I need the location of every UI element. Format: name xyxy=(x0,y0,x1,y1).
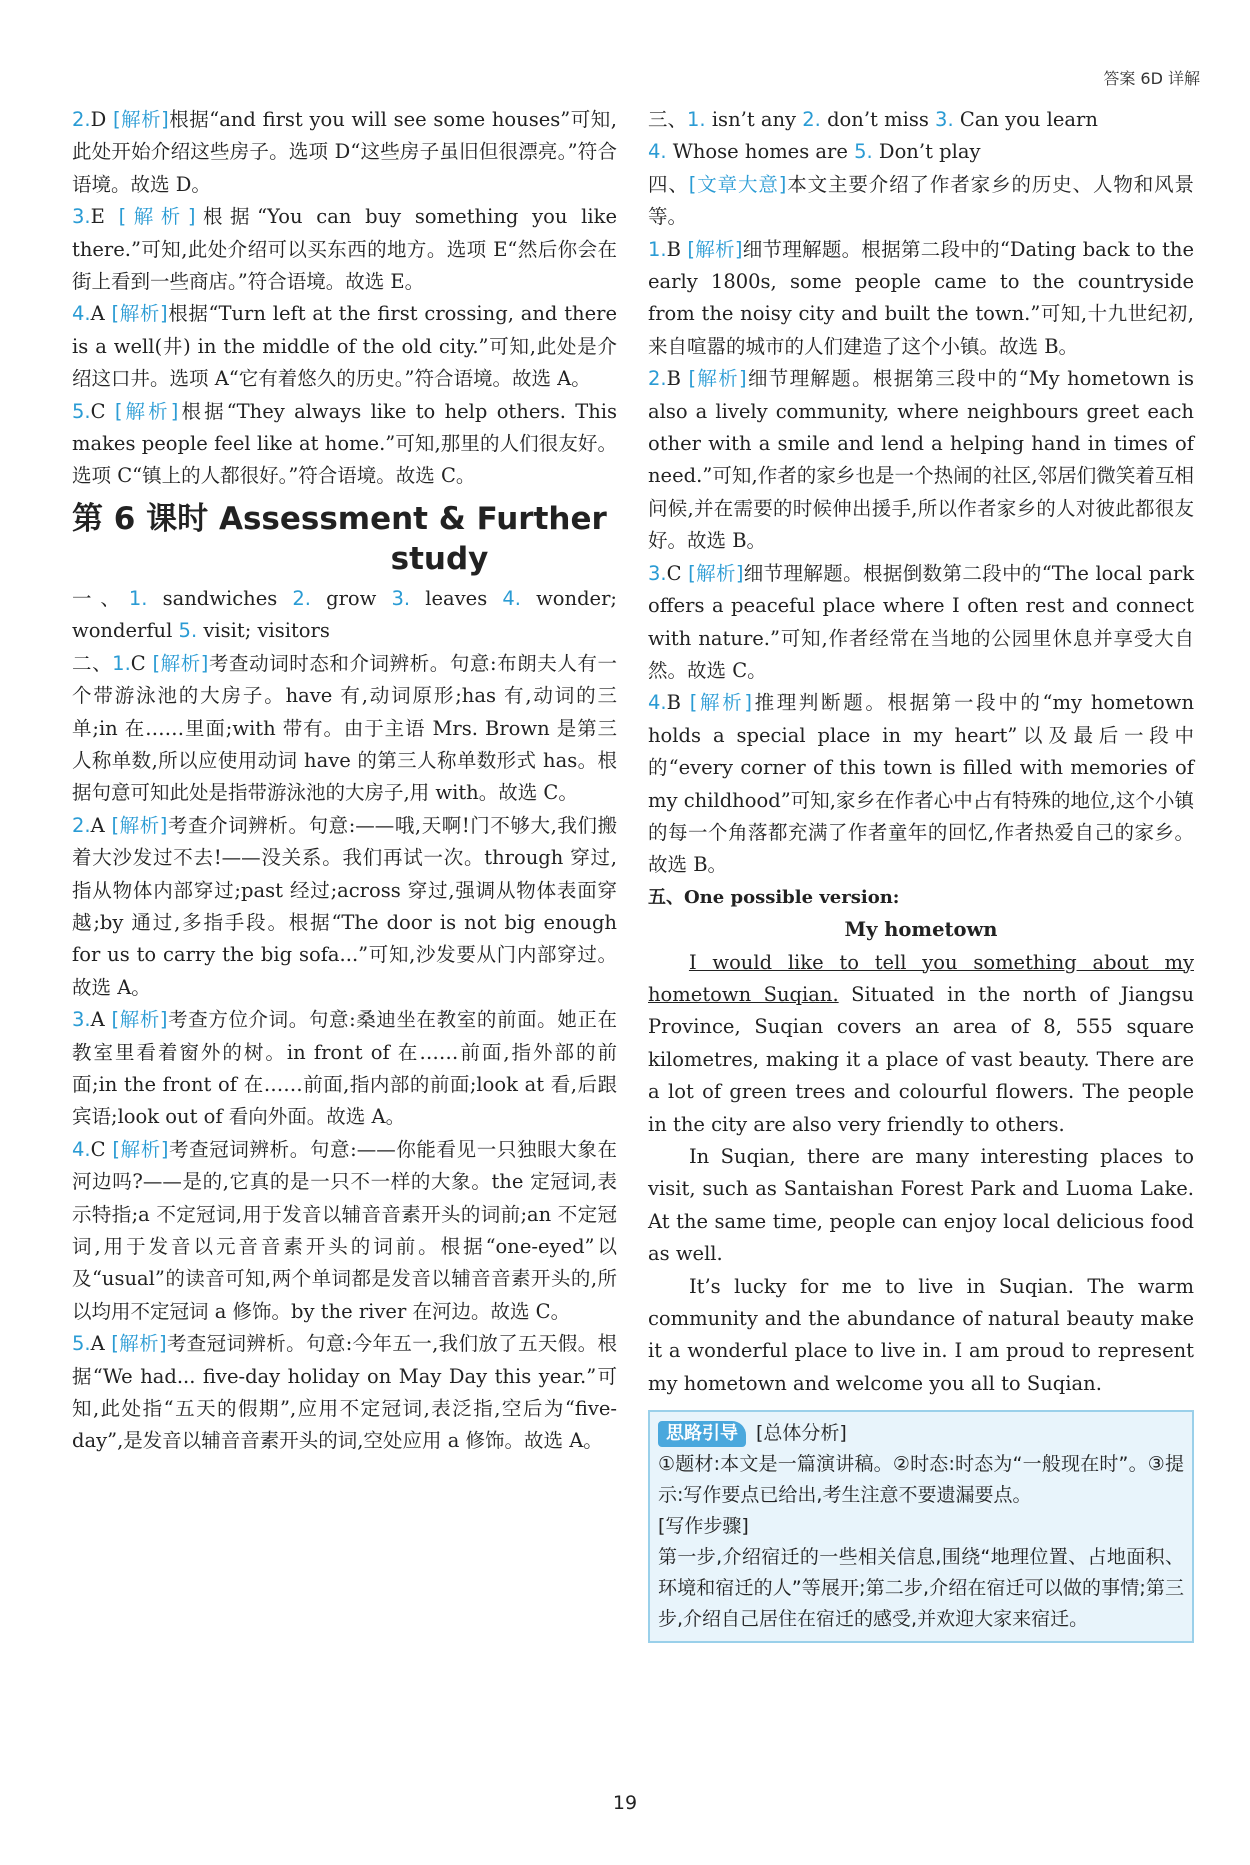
answer-item: 4.B [解析]推理判断题。根据第一段中的“my hometown holds a special place in my heart”以及最后一段中的“every corner of this town is filled with memories of my childhood”可知,家乡在作者心中占有特殊的地位,这个小镇的每一个角落都充满了作者童年的回忆,作者热爱自己的家乡。故选 B。 xyxy=(648,691,1195,877)
answer-item: 4.C [解析]考查冠词辨析。句意:——你能看见一只独眼大象在河边吗?——是的,它真的是一只不一样的大象。the 定冠词,表示特指;a 不定冠词,用于发音以辅音音素开头的词前;an 不定冠词,用于发音以元音音素开头的词前。根据“one-eyed”以及“usual”的读音可知,两个单词都是发音以辅音音素开头的,所以均用不定冠词 a 修饰。by the river 在河边。故选 C。 xyxy=(72,1137,618,1323)
thinking-guide-badge: 思路引导 xyxy=(658,1421,746,1447)
answer-item: 2.A [解析]考查介词辨析。句意:——哦,天啊!门不够大,我们搬着大沙发过不去!——没关系。我们再试一次。through 穿过,指从物体内部穿过;past 经过;across 穿过,强调从物体表面穿越;by 通过,多指手段。根据“The door is not big enough for us to carry the big sofa...”可知,沙发要从门内部穿过。故选 A。 xyxy=(72,813,617,999)
answer-item: 1.B [解析]细节理解题。根据第二段中的“Dating back to the early 1800s, some people came to the countryside from the noisy city and built the town.”可知,十九世纪初,来自喧嚣的城市的人们建造了这个小镇。故选 B。 xyxy=(648,237,1195,358)
essay-paragraph: It’s lucky for me to live in Suqian. The warm community and the abundance of natural beauty make it a wonderful place to live in. I am proud to represent my hometown and welcome you all to Suqian. xyxy=(648,1274,1194,1395)
right-column xyxy=(648,104,1194,1643)
writing-steps-label: [写作步骤] xyxy=(658,1515,749,1538)
answer-item: 5.C [解析]根据“They always like to help others. This makes people feel like at home.”可知,那里的人们很友好。选项 C“镇上的人都很好。”符合语境。故选 C。 xyxy=(72,399,618,488)
overall-analysis-text: ①题材:本文是一篇演讲稿。②时态:时态为“一般现在时”。③提示:写作要点已给出,考生注意不要遗漏要点。 xyxy=(658,1453,1184,1507)
answer-item: 二、1.C [解析]考查动词时态和介词辨析。句意:布朗夫人有一个带游泳池的大房子。have 有,动词原形;has 有,动词的三单;in 在……里面;with 带有。由于主语 Mrs. Brown 是第三人称单数,所以应使用动词 have 的第三人称单数形式 has。根据句意可知此处是指带游泳池的大房子,用 with。故选 C。 xyxy=(72,651,617,805)
answer-item: 4.A [解析]根据“Turn left at the first crossing, and there is a well(井) in the middle of the old city.”可知,此处是介绍这口井。选项 A“它有着悠久的历史。”符合语境。故选 A。 xyxy=(72,302,617,391)
writing-steps-text: 第一步,介绍宿迁的一些相关信息,围绕“地理位置、占地面积、环境和宿迁的人”等展开;第二步,介绍在宿迁可以做的事情;第三步,介绍自己居住在宿迁的感受,并欢迎大家来宿迁。 xyxy=(658,1546,1184,1631)
essay-paragraph: I would like to tell you something about my hometown Suqian. Situated in the north of Jiangsu Province, Suqian covers an area of 8, 555 square kilometres, making it a place of vast beauty. There are a lot of green trees and colourful flowers. The people in the city are also very friendly to others. xyxy=(648,950,1194,1136)
overall-analysis-label: [总体分析] xyxy=(756,1422,847,1445)
left-column xyxy=(72,104,617,1458)
essay-title: My hometown xyxy=(844,918,998,942)
section-four-intro: 四、[文章大意]本文主要介绍了作者家乡的历史、人物和风景等。 xyxy=(648,172,1194,229)
page-number: 19 xyxy=(612,1792,638,1814)
answer-item: 2.B [解析]细节理解题。根据第三段中的“My hometown is also a lively community, where neighbours greet each other with a smile and lend a helping hand in times of need.”可知,作者的家乡也是一个热闹的社区,邻居们微笑着互相问候,并在需要的时候伸出援手,所以作者家乡的人对彼此都很友好。故选 B。 xyxy=(648,367,1195,553)
lesson-heading: 第 6 课时 Assessment & Further study xyxy=(72,500,607,577)
answer-item: 5.A [解析]考查冠词辨析。句意:今年五一,我们放了五天假。根据“We had... five-day holiday on May Day this year.”可知,此处指“五天的假期”,应用不定冠词,表泛指,空后为“five-day”,是发音以辅音音素开头的词,空处应用 a 修饰。故选 A。 xyxy=(72,1332,618,1453)
answer-item: 2.D [解析]根据“and first you will see some houses”可知,此处开始介绍这些房子。选项 D“这些房子虽旧但很漂亮。”符合语境。故选 D。 xyxy=(72,108,617,196)
answer-item: 3.E [解析]根据“You can buy something you like there.”可知,此处介绍可以买东西的地方。选项 E“然后你会在街上看到一些商店。”符合语境。故选 E。 xyxy=(72,205,618,294)
thinking-guide-box xyxy=(648,1410,1194,1643)
page-header: 答案 6D 详解 xyxy=(1103,69,1200,88)
answer-item: 3.C [解析]细节理解题。根据倒数第二段中的“The local park offers a peaceful place where I often rest and connect with nature.”可知,作者经常在当地的公园里休息并享受大自然。故选 C。 xyxy=(648,561,1195,682)
section-five-label: 五、One possible version: xyxy=(648,886,900,908)
section-one-answers: 一、1. sandwiches 2. grow 3. leaves 4. wonder; wonderful 5. visit; visitors xyxy=(72,586,617,643)
section-three-answers: 三、1. isn’t any 2. don’t miss 3. Can you learn 4. Whose homes are 5. Don’t play xyxy=(648,108,1098,164)
essay-paragraph: In Suqian, there are many interesting places to visit, such as Santaishan Forest Park and Luoma Lake. At the same time, people can enjoy local delicious food as well. xyxy=(648,1145,1194,1266)
answer-item: 3.A [解析]考查方位介词。句意:桑迪坐在教室的前面。她正在教室里看着窗外的树。in front of 在……前面,指外部的前面;in the front of 在……前面,指内部的前面;look at 看,后跟宾语;look out of 看向外面。故选 A。 xyxy=(72,1008,617,1129)
